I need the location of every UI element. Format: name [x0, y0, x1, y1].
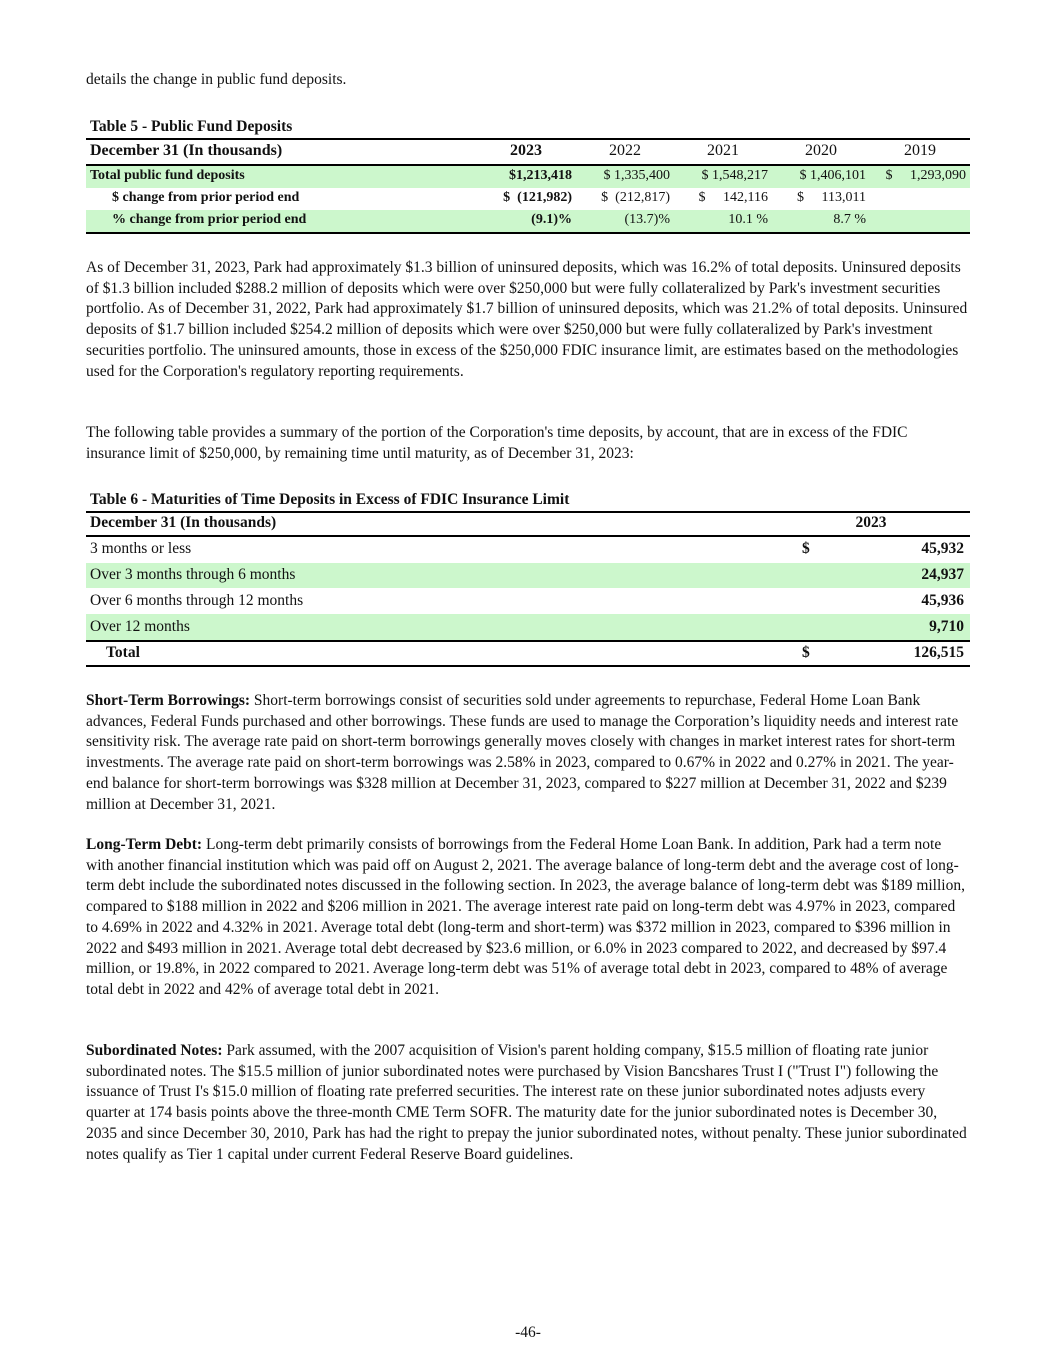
year-header: 2022	[576, 139, 674, 165]
table-row	[86, 563, 970, 589]
cell-value: 8.7 %	[772, 210, 870, 233]
intro-text: details the change in public fund deposits.	[86, 71, 347, 88]
cell-value: $ 1,293,090	[870, 165, 970, 188]
currency-symbol	[802, 614, 842, 641]
table-header-row	[86, 512, 970, 536]
section-body: Park assumed, with the 2007 acquisition of Vision's parent holding company, $15.5 million of floating rate junior subordinated notes. The $15.5 million of junior subordinated notes were purchased by Vision Bancshares Trust I ("Trust I") following the issuance of Trust I's $15.0 million of floating rate preferred securities. The interest rate on these junior subordinated notes adjusts every quarter at 174 basis points above the three-month CME Term SOFR. The maturity date for the junior subordinated notes is December 30, 2035 and since December 30, 2010, Park has had the right to prepay the junior subordinated notes, without penalty. These junior subordinated notes qualify as Tier 1 capital under current Federal Reserve Board guidelines.	[86, 1042, 967, 1163]
cell-value: $ 1,406,101	[772, 165, 870, 188]
table	[86, 138, 970, 234]
row-label: Over 3 months through 6 months	[86, 563, 802, 589]
table-row	[86, 165, 970, 188]
section-heading: Short-Term Borrowings:	[86, 692, 251, 709]
table-row	[86, 614, 970, 641]
header-label: December 31 (In thousands)	[86, 139, 476, 165]
cell-value: 9,710	[842, 614, 970, 641]
table-row	[86, 588, 970, 614]
table-row	[86, 188, 970, 210]
table-header-row	[86, 139, 970, 165]
table-time-deposit-maturities	[86, 490, 970, 667]
cell-value: $ (121,982)	[503, 190, 572, 206]
cell-value: $ 142,116	[698, 190, 768, 206]
currency-symbol	[802, 563, 842, 589]
table-caption: Table 6 - Maturities of Time Deposits in Excess of FDIC Insurance Limit	[90, 491, 570, 508]
cell-value: $ 1,335,400	[576, 165, 674, 188]
page-number: -46-	[515, 1324, 541, 1341]
cell-value: $ 1,548,217	[674, 165, 772, 188]
year-header: 2023	[802, 512, 970, 536]
year-header: 2019	[870, 139, 970, 165]
table-row	[86, 210, 970, 233]
table-row	[86, 536, 970, 563]
table-public-fund-deposits	[86, 117, 970, 234]
section-body: Long-term debt primarily consists of borrowings from the Federal Home Loan Bank. In addition, Park had a term note with another financial institution which was paid off on August 2, 2021. The average balance of long-term debt and the average cost of long-term debt include the subordinated notes discussed in the following section. In 2023, the average balance of long-term debt was $189 million, compared to $188 million in 2022 and $206 million in 2021. The average interest rate paid on long-term debt was 4.97% in 2023, compared to 4.69% in 2022 and 4.32% in 2021. Average total debt (long-term and short-term) was $372 million in 2023, compared to $396 million in 2022 and $493 million in 2021. Average total debt decreased by $23.6 million, or 6.0% in 2023 compared to 2022, and decreased by $97.4 million, or 19.8%, in 2022 compared to 2021. Average long-term debt was 51% of average total debt in 2023, compared to 48% of average total debt in 2022 and 42% of average total debt in 2021.	[86, 836, 965, 998]
section-body: Short-term borrowings consist of securities sold under agreements to repurchase, Federal Home Loan Bank advances, Federal Funds purchased and other borrowings. These funds are used to manage the Corporation’s liquidity needs and interest rate sensitivity risk. The average rate paid on short-term borrowings generally moves closely with changes in market interest rates for short-term investments. The average rate paid on short-term borrowings was 2.58% in 2023, compared to 0.67% in 2022 and 0.27% in 2021. The year-end balance for short-term borrowings was $328 million at December 31, 2023, compared to $227 million at December 31, 2022 and $239 million at December 31, 2021.	[86, 692, 959, 813]
cell-value: 126,515	[842, 641, 970, 666]
currency-symbol: $	[802, 641, 842, 666]
currency-symbol: $	[802, 540, 810, 558]
paragraph-subordinated-notes	[86, 1041, 970, 1165]
cell-value	[870, 188, 970, 210]
year-header: 2021	[674, 139, 772, 165]
cell-value: (13.7)%	[576, 210, 674, 233]
cell-value: 24,937	[842, 563, 970, 589]
paragraph-table6-intro: The following table provides a summary of the portion of the Corporation's time deposits, by account, that are in excess of the FDIC insurance limit of $250,000, by remaining time until maturity, as of December 31, 2023:	[86, 424, 908, 462]
paragraph-uninsured-deposits: As of December 31, 2023, Park had approximately $1.3 billion of uninsured deposits, which was 16.2% of total deposits. Uninsured deposits of $1.3 billion included $288.2 million of deposits which were over $250,000 but were fully collateralized by Park's investment securities portfolio. As of December 31, 2022, Park had approximately $1.7 billion of uninsured deposits, which was 21.2% of total deposits. Uninsured deposits of $1.7 billion included $254.2 million of deposits which were over $250,000 but were fully collateralized by Park's investment securities portfolio. The uninsured amounts, those in excess of the $250,000 FDIC insurance limit, are estimates based on the methodologies used for the Corporation's regulatory reporting requirements.	[86, 259, 968, 380]
paragraph-long-term-debt	[86, 835, 970, 1001]
row-label: $ change from prior period end	[112, 190, 300, 206]
row-label: Total public fund deposits	[86, 165, 476, 188]
cell-value: $ 113,011	[797, 190, 866, 206]
paragraph-short-term-borrowings	[86, 691, 970, 815]
cell-value: $ (212,817)	[601, 190, 670, 206]
table-caption: Table 5 - Public Fund Deposits	[90, 118, 293, 135]
currency-symbol	[802, 588, 842, 614]
table-total-row	[86, 641, 970, 666]
row-label: Over 12 months	[86, 614, 802, 641]
section-heading: Long-Term Debt:	[86, 836, 203, 853]
cell-value	[870, 210, 970, 233]
header-label: December 31 (In thousands)	[86, 512, 802, 536]
row-label: 3 months or less	[90, 540, 192, 558]
cell-value: 45,936	[921, 591, 964, 609]
section-heading: Subordinated Notes:	[86, 1042, 223, 1059]
cell-value: (9.1)%	[476, 210, 576, 233]
cell-value: 10.1 %	[674, 210, 772, 233]
cell-value: $1,213,418	[476, 165, 576, 188]
year-header: 2020	[772, 139, 870, 165]
cell-value: 45,932	[921, 540, 964, 558]
row-label: % change from prior period end	[86, 210, 476, 233]
row-label: Over 6 months through 12 months	[90, 591, 304, 609]
row-label: Total	[86, 641, 802, 666]
year-header: 2023	[476, 139, 576, 165]
table	[86, 511, 970, 667]
